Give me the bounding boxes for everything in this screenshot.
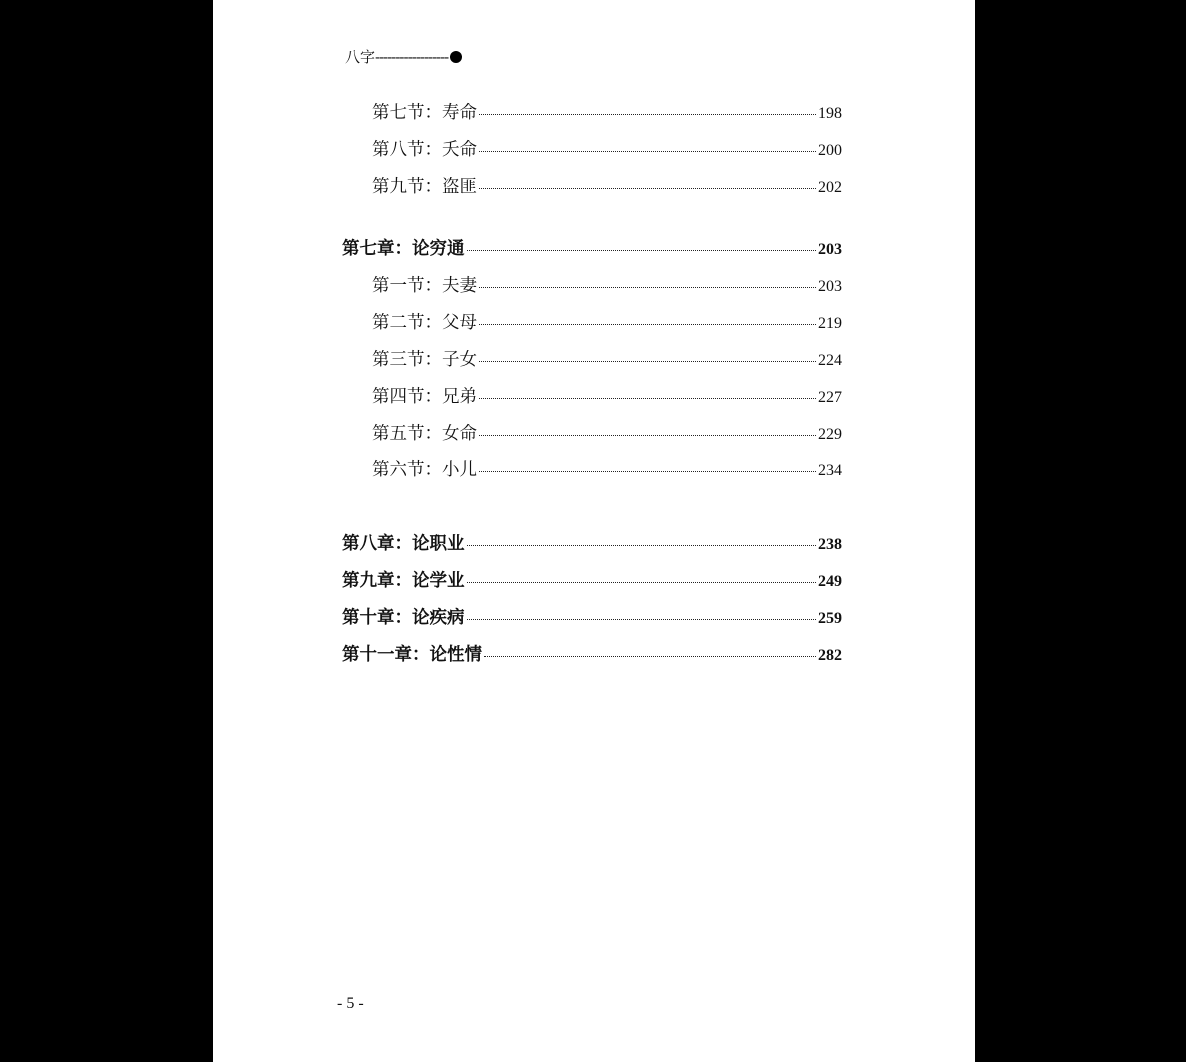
toc-entry [372, 99, 842, 123]
toc-entry-page: 198 [818, 105, 842, 122]
bullet-icon [450, 51, 462, 63]
dot-leader [479, 287, 816, 288]
toc-entry-page: 282 [818, 647, 842, 664]
toc-entry-label: 第五节：女命 [372, 424, 477, 444]
dot-leader [479, 435, 816, 436]
toc-entry-label: 第十章：论疾病 [342, 608, 465, 628]
toc-entry-page: 234 [818, 462, 842, 479]
toc-entry-label: 第二节：父母 [372, 313, 477, 333]
toc-entry-page: 227 [818, 389, 842, 406]
toc-entry-page: 238 [818, 536, 842, 553]
toc-entry-page: 229 [818, 426, 842, 443]
running-header [345, 46, 462, 67]
toc-entry-page: 203 [818, 241, 842, 258]
toc-entry-page: 259 [818, 610, 842, 627]
dot-leader [479, 114, 816, 115]
toc-entry [372, 136, 842, 160]
toc-entry [372, 272, 842, 296]
toc-entry [372, 346, 842, 370]
toc-entry-label: 第七章：论穷通 [342, 239, 465, 259]
toc-entry-label: 第七节：寿命 [372, 103, 477, 123]
toc-entry [372, 309, 842, 333]
toc-entry-page: 219 [818, 315, 842, 332]
dot-leader [479, 471, 816, 472]
dot-leader [467, 582, 817, 583]
toc-entry [342, 641, 842, 665]
toc-entry-label: 第六节：小儿 [372, 460, 477, 480]
document-page [213, 0, 975, 1062]
toc-entry-label: 第八章：论职业 [342, 534, 465, 554]
toc-entry [372, 173, 842, 197]
dot-leader [467, 250, 817, 251]
toc-entry [372, 420, 842, 444]
dot-leader [479, 324, 816, 325]
header-title: 八字 [345, 48, 376, 66]
toc-entry [342, 235, 842, 259]
toc-entry-label: 第八节：夭命 [372, 140, 477, 160]
dot-leader [479, 188, 816, 189]
toc-entry-label: 第十一章：论性情 [342, 645, 482, 665]
toc-entry [342, 530, 842, 554]
toc-entry [342, 604, 842, 628]
toc-entry [372, 383, 842, 407]
toc-entry [372, 456, 842, 480]
toc-entry-label: 第四节：兄弟 [372, 387, 477, 407]
toc-entry-page: 203 [818, 278, 842, 295]
dot-leader [484, 656, 816, 657]
toc-entry-label: 第九节：盗匪 [372, 177, 477, 197]
header-dashes: ------------------ [375, 47, 449, 66]
toc-entry-page: 249 [818, 573, 842, 590]
dot-leader [479, 398, 816, 399]
toc-entry [342, 567, 842, 591]
page-number: - 5 - [337, 995, 364, 1012]
toc-entry-page: 200 [818, 142, 842, 159]
dot-leader [467, 545, 817, 546]
toc-entry-label: 第九章：论学业 [342, 571, 465, 591]
dot-leader [479, 151, 816, 152]
toc-entry-label: 第三节：子女 [372, 350, 477, 370]
dot-leader [479, 361, 816, 362]
toc-entry-page: 202 [818, 179, 842, 196]
toc-entry-page: 224 [818, 352, 842, 369]
dot-leader [467, 619, 817, 620]
toc-entry-label: 第一节：夫妻 [372, 276, 477, 296]
